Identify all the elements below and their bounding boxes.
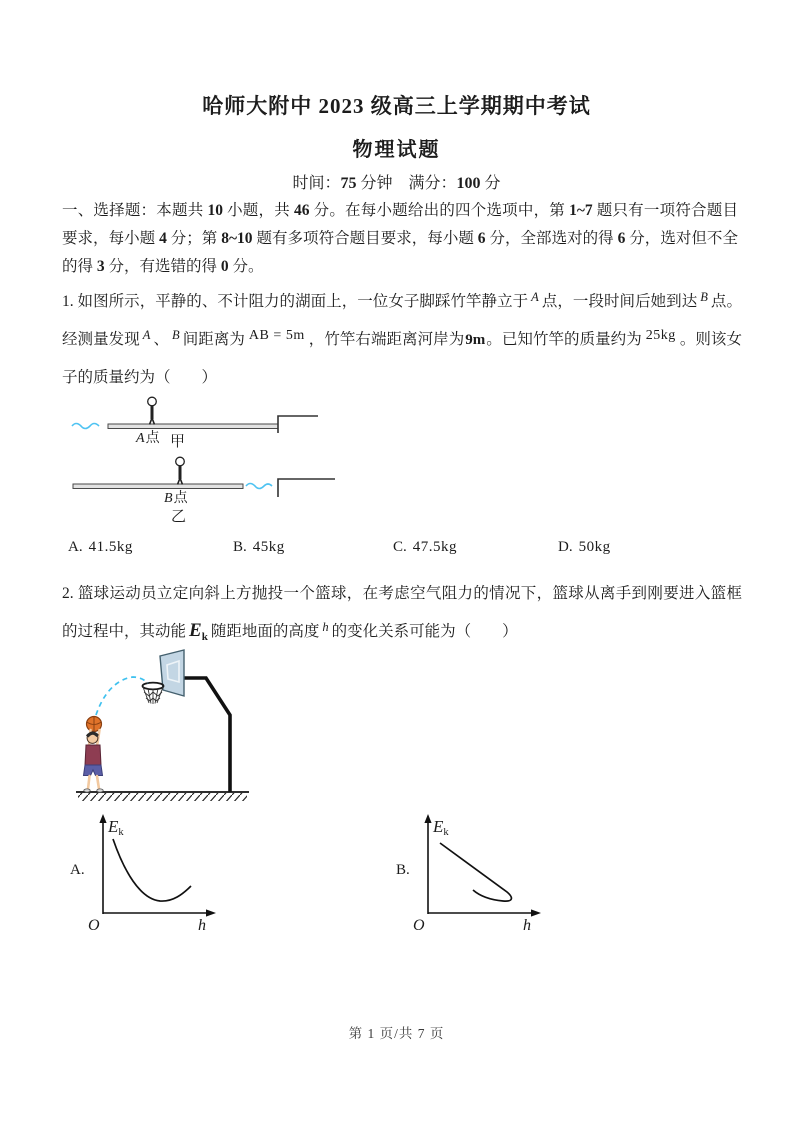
ek-vs-h-curve-hook <box>440 843 511 901</box>
origin-label: O <box>88 917 100 934</box>
hoop-pole <box>182 678 230 792</box>
yi-label: 乙 <box>171 509 187 525</box>
point-b-label: B点 <box>164 491 188 506</box>
player-shoe <box>84 789 90 792</box>
option-value: 41.5kg <box>88 539 133 555</box>
water-wave-left-icon <box>72 424 99 429</box>
water-wave-right-icon <box>246 484 272 489</box>
ek-vs-h-curve-valley <box>113 839 191 901</box>
q1-options-row <box>0 539 793 563</box>
x-axis-arrow-icon <box>206 909 216 916</box>
ground-hatching <box>78 793 247 801</box>
origin-label: O <box>413 917 425 934</box>
hoop-rim <box>143 683 164 690</box>
person-figure-bottom <box>176 457 185 484</box>
x-axis-label: h <box>198 917 206 934</box>
river-bank-top <box>278 416 318 433</box>
q1-pole-figure <box>60 385 350 531</box>
q2-graph-b-label: B. <box>396 862 410 878</box>
exam-title: 哈师大附中 2023 级高三上学期期中考试 <box>202 94 591 118</box>
q2-graph-b <box>386 813 551 945</box>
bamboo-pole-bottom <box>73 484 243 489</box>
question-2-text: 2. 篮球运动员立定向斜上方抛投一个篮球，在考虑空气阻力的情况下，篮球从离手到刚要进入篮框的过程中，其动能 $E_k$ 随距地面的高度 $^h$ 的变化关系可能为（ ） <box>62 585 742 643</box>
person-head <box>148 397 157 406</box>
person-figure-top <box>148 397 157 424</box>
person-head <box>176 457 185 466</box>
point-a-label: A点 <box>136 431 160 446</box>
x-axis-label: h <box>523 917 531 934</box>
option-label: D. <box>558 539 573 555</box>
jia-label: 甲 <box>170 434 186 450</box>
q1-option-c <box>393 539 457 556</box>
y-axis-label: Ek <box>108 817 124 838</box>
player-leg <box>97 776 99 789</box>
river-bank-bottom <box>278 479 335 497</box>
option-label: A. <box>68 539 83 555</box>
exam-meta-line: 时间：75 分钟 满分：100 分 <box>292 175 501 192</box>
q2-graph-a-label: A. <box>70 862 85 878</box>
option-label: B. <box>233 539 247 555</box>
y-axis-label: Ek <box>433 817 449 838</box>
y-axis-arrow-icon <box>424 814 431 823</box>
player-figure <box>84 730 104 792</box>
subject-title: 物理试题 <box>352 139 441 161</box>
option-value: 50kg <box>578 539 611 555</box>
player-shoe <box>97 789 103 792</box>
option-value: 45kg <box>252 539 285 555</box>
question-1-text: 1. 如图所示，平静的、不计阻力的湖面上，一位女子脚踩竹竿静立于 $^A$ 点，一段时间后她到达 $^B$ 点。经测量发现 $^A$ 、 $^B$ 间距离为 AB = 5m ，竹竿右端距离河岸为9m。已知竹竿的质量约为 25kg 。则该女子的质量约为（ ） <box>62 290 742 386</box>
section1-instructions: 一、选择题：本题共 10 小题，共 46 分。在每小题给出的四个选项中，第 1~7 题只有一项符合题目要求，每小题 4 分；第 8~10 题有多项符合题目要求，每小题 6 分，全部选对的得 6 分，选对但不全的得 3 分，有选错的得 0 分。 <box>62 202 738 275</box>
hoop-net <box>143 687 163 704</box>
player-jersey <box>85 745 101 765</box>
option-value: 47.5kg <box>412 539 458 555</box>
page-number: 第 1 页/共 7 页 <box>348 1026 445 1041</box>
backboard <box>160 650 184 696</box>
option-label: C. <box>393 539 407 555</box>
q2-basketball-figure <box>56 642 261 810</box>
q2-graph-a <box>62 813 227 945</box>
y-axis-arrow-icon <box>99 814 106 823</box>
player-shorts <box>84 765 103 776</box>
x-axis-arrow-icon <box>531 909 541 916</box>
q1-option-b <box>233 539 285 556</box>
player-leg <box>88 776 90 789</box>
q1-option-d <box>558 539 611 556</box>
ball-trajectory-dashed <box>96 677 148 715</box>
q1-option-a <box>68 539 133 556</box>
bamboo-pole-top <box>108 424 278 429</box>
